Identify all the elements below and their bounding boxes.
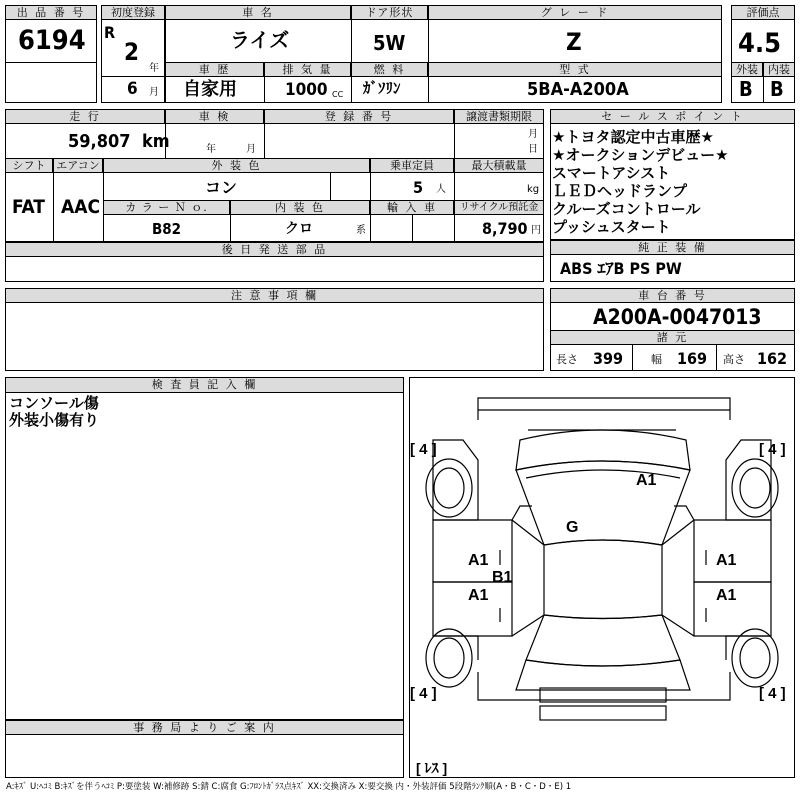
transfer-month-unit: 月 bbox=[528, 129, 538, 140]
damage-mark-hood: A1 bbox=[636, 472, 657, 489]
mileage-label: 走 行 bbox=[5, 109, 165, 124]
door-type: 5W bbox=[373, 31, 406, 55]
later-parts-label: 後 日 発 送 部 品 bbox=[5, 242, 544, 257]
equipment-label: 純 正 装 備 bbox=[550, 240, 795, 255]
int-color-unit: 系 bbox=[356, 225, 366, 236]
details-box bbox=[5, 109, 544, 242]
length: 399 bbox=[593, 349, 624, 368]
displacement: 1000 bbox=[285, 80, 328, 100]
shift-label: シフト bbox=[5, 158, 53, 173]
displacement-unit: CC bbox=[332, 90, 344, 99]
fuel: ｶﾞｿﾘﾝ bbox=[363, 79, 401, 97]
fuel-label: 燃 料 bbox=[351, 62, 428, 77]
grade-label: グ レ ー ド bbox=[428, 5, 722, 20]
capacity-unit: 人 bbox=[436, 184, 446, 195]
mileage-unit: km bbox=[142, 131, 170, 152]
width-label: 幅 bbox=[651, 353, 662, 366]
equipment-list: ABS ｴｱB PS PW bbox=[560, 259, 682, 278]
sales-points-label: セ ー ル ス ポ イ ン ト bbox=[550, 109, 795, 124]
interior-grade: B bbox=[770, 77, 784, 101]
damage-mark-left-front-door: A1 bbox=[468, 552, 489, 569]
damage-mark-right-front-door: A1 bbox=[716, 552, 737, 569]
office-label: 事 務 局 よ り ご 案 内 bbox=[5, 720, 404, 735]
legend: A:ｷｽﾞ U:ﾍｺﾐ B:ｷｽﾞを伴うﾍｺﾐ P:要塗装 W:補修跡 S:錆 C:腐食 G:ﾌﾛﾝﾄｶﾞﾗｽ点ｷｽﾞ XX:交換済み X:要交換 内・外装評価 5段階ﾗﾝｸ順(A・B・C・D・E) 1 bbox=[6, 782, 572, 792]
max-load-unit: kg bbox=[527, 184, 540, 195]
exterior-grade: B bbox=[739, 77, 753, 101]
month-unit: 月 bbox=[149, 87, 159, 98]
exterior-label: 外装 bbox=[731, 62, 763, 77]
ext-color-label: 外 装 色 bbox=[103, 158, 370, 173]
displacement-label: 排 気 量 bbox=[264, 62, 351, 77]
width: 169 bbox=[677, 349, 708, 368]
car-diagram bbox=[409, 377, 795, 778]
registration-year: 2 bbox=[124, 38, 140, 66]
car-name-label: 車 名 bbox=[165, 5, 351, 20]
color-no-label: カ ラ ー Ｎ ｏ. bbox=[103, 200, 230, 215]
max-load-label: 最大積載量 bbox=[454, 158, 544, 173]
sales-point-item: ★トヨタ認定中古車歴★ bbox=[552, 128, 714, 146]
dims-label: 諸 元 bbox=[550, 330, 795, 345]
inspector-label: 検 査 員 記 入 欄 bbox=[5, 377, 404, 393]
aircon-label: エアコン bbox=[53, 158, 103, 173]
recycle-label: リサイクル預託金 bbox=[454, 200, 544, 215]
caution-label: 注 意 事 項 欄 bbox=[5, 288, 544, 303]
tire-rear-left: [ 4 ] bbox=[410, 685, 437, 702]
height: 162 bbox=[757, 349, 788, 368]
height-label: 高さ bbox=[723, 353, 745, 366]
sales-point-item: スマートアシスト bbox=[552, 164, 671, 182]
ext-color: コン bbox=[205, 178, 238, 197]
damage-mark-right-rear-door: A1 bbox=[716, 587, 737, 604]
spare-tire: [ ﾚｽ ] bbox=[416, 760, 448, 776]
chassis-label: 車 台 番 号 bbox=[550, 288, 795, 303]
lot-number: 6194 bbox=[18, 25, 86, 56]
transfer-deadline-label: 譲渡書類期限 bbox=[454, 109, 544, 124]
mileage: 59,807 bbox=[68, 131, 131, 152]
score-label: 評価点 bbox=[731, 5, 795, 20]
inspector-notes bbox=[9, 395, 99, 429]
history: 自家用 bbox=[183, 79, 237, 100]
damage-mark-left-front-door-b: B1 bbox=[492, 569, 513, 586]
recycle-amount: 8,790 bbox=[482, 219, 528, 238]
sales-point-item: ★オークションデビュー★ bbox=[552, 146, 729, 164]
inspector-note: コンソール傷 bbox=[9, 394, 99, 412]
inspection-month-unit: 月 bbox=[246, 144, 256, 155]
tire-front-left: [ 4 ] bbox=[410, 441, 437, 458]
car-name: ライズ bbox=[230, 28, 290, 52]
grade: Z bbox=[566, 28, 582, 56]
era-letter: R bbox=[104, 23, 116, 42]
chassis-number: A200A-0047013 bbox=[593, 305, 762, 329]
damage-mark-left-rear-door: A1 bbox=[468, 587, 489, 604]
door-label: ドア形状 bbox=[351, 5, 428, 20]
capacity: 5 bbox=[413, 178, 424, 197]
registration-month: 6 bbox=[127, 79, 138, 99]
model-label: 型 式 bbox=[428, 62, 722, 77]
damage-mark-windshield: G bbox=[566, 519, 579, 536]
recycle-unit: 円 bbox=[531, 225, 541, 236]
color-no: B82 bbox=[152, 220, 182, 238]
tire-rear-right: [ 4 ] bbox=[759, 685, 786, 702]
interior-label: 内装 bbox=[763, 62, 795, 77]
length-label: 長さ bbox=[556, 353, 578, 366]
lot-number-label: 出 品 番 号 bbox=[5, 5, 97, 20]
sales-point-item: プッシュスタート bbox=[552, 218, 671, 236]
shift: FAT bbox=[12, 196, 45, 218]
tire-front-right: [ 4 ] bbox=[759, 441, 786, 458]
inspection-year-unit: 年 bbox=[206, 144, 216, 155]
year-unit: 年 bbox=[149, 63, 159, 74]
transfer-day-unit: 日 bbox=[528, 144, 538, 155]
int-color: クロ bbox=[285, 221, 313, 237]
history-label: 車 歴 bbox=[165, 62, 264, 77]
capacity-label: 乗車定員 bbox=[370, 158, 454, 173]
int-color-label: 内 装 色 bbox=[230, 200, 370, 215]
import-label: 輸 入 車 bbox=[370, 200, 454, 215]
registration-number-label: 登 録 番 号 bbox=[264, 109, 454, 124]
sales-points-list bbox=[552, 128, 729, 236]
model: 5BA-A200A bbox=[527, 79, 629, 100]
sales-point-item: クルーズコントロール bbox=[552, 200, 701, 218]
inspection-label: 車 検 bbox=[165, 109, 264, 124]
sales-point-item: ＬＥＤヘッドランプ bbox=[552, 182, 688, 200]
inspector-note: 外装小傷有り bbox=[9, 411, 100, 429]
first-registration-label: 初度登録 bbox=[101, 5, 165, 20]
aircon: AAC bbox=[61, 196, 101, 218]
score: 4.5 bbox=[738, 28, 782, 59]
